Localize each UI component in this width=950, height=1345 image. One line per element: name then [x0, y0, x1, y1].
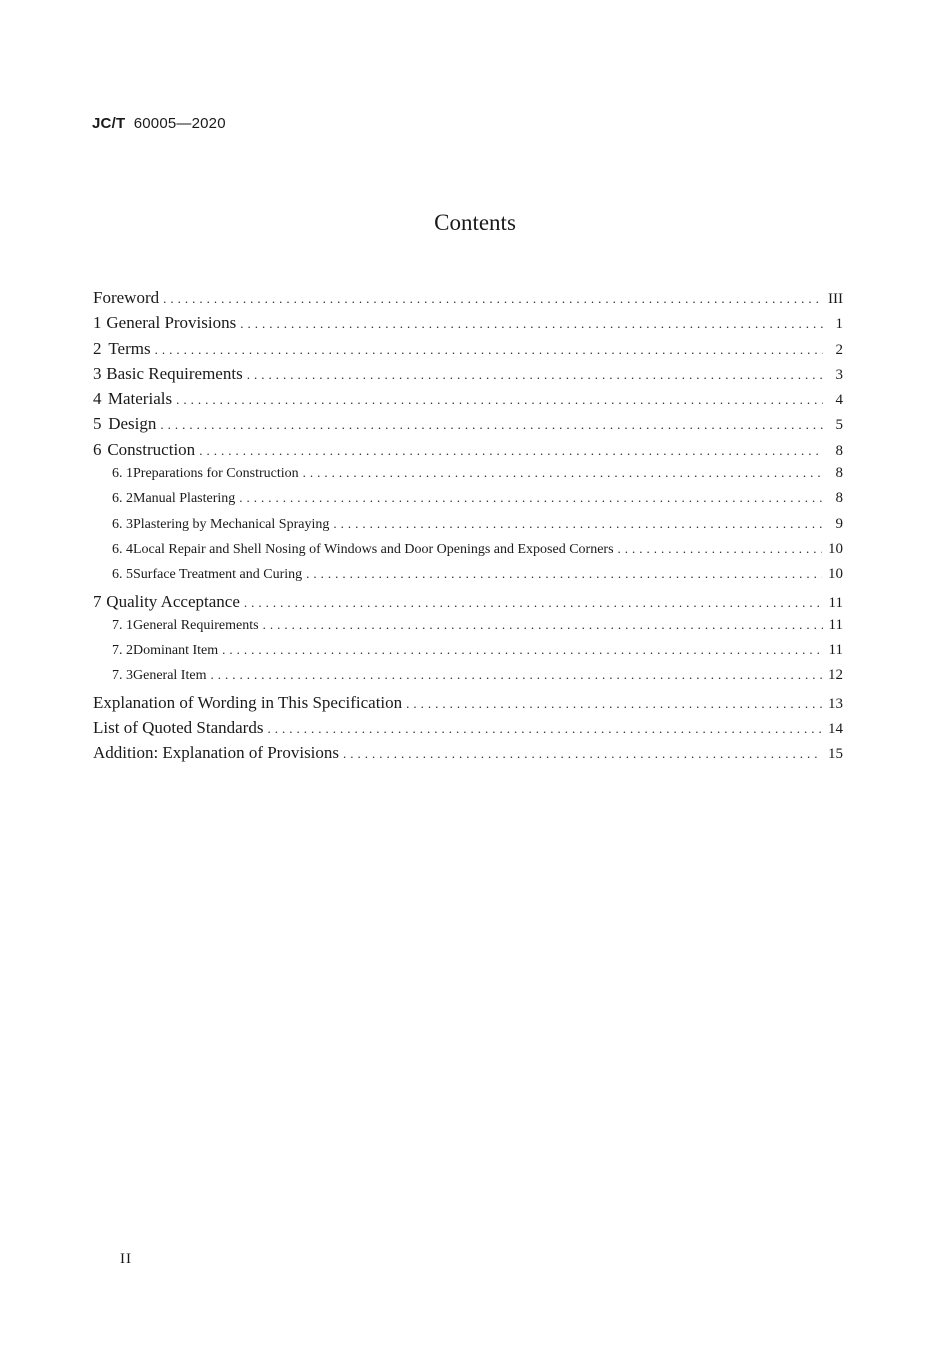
- toc-entry-page: 2: [835, 341, 843, 358]
- toc-dot-leader: [618, 541, 822, 557]
- toc-subentry[interactable]: [93, 617, 843, 642]
- toc-subentry[interactable]: [93, 667, 843, 692]
- toc-entry-title: Construction: [107, 439, 196, 459]
- toc-entry-title: Addition: Explanation of Provisions: [93, 743, 340, 763]
- toc-entry-title: Explanation of Wording in This Specification: [93, 692, 403, 712]
- toc-entry-number: 3: [93, 363, 102, 383]
- toc-dot-leader: [163, 291, 822, 307]
- toc-entry-number: 6. 1: [112, 466, 133, 482]
- toc-dot-leader: [244, 595, 823, 611]
- toc-entry-number: 6: [93, 439, 102, 459]
- toc-entry-title: General Item: [133, 668, 207, 684]
- toc-entry-title: Basic Requirements: [106, 363, 243, 383]
- toc-entry-page: 1: [835, 316, 843, 333]
- toc-entry-page: 11: [828, 594, 843, 611]
- page-number: II: [120, 1251, 132, 1267]
- toc-entry-page: 14: [828, 721, 843, 738]
- toc-dot-leader: [176, 392, 823, 408]
- toc-entry-title: General Provisions: [106, 313, 237, 333]
- toc-entry-page: 8: [835, 490, 843, 507]
- toc-entry-title: List of Quoted Standards: [93, 718, 264, 738]
- toc-entry-number: 2: [93, 338, 102, 358]
- toc-entry-title: Design: [108, 414, 157, 434]
- toc-dot-leader: [263, 617, 823, 633]
- toc-subentry[interactable]: [93, 516, 843, 541]
- toc-dot-leader: [239, 490, 823, 506]
- toc-entry-number: 6. 3: [112, 516, 133, 532]
- toc-dot-leader: [333, 516, 823, 532]
- toc-entry-number: 5: [93, 414, 102, 434]
- toc-entry-page: 3: [835, 366, 843, 383]
- document-code-prefix: JC/T: [92, 115, 126, 132]
- document-code-number: 60005—2020: [133, 115, 226, 132]
- toc-dot-leader: [343, 746, 822, 762]
- toc-entry[interactable]: [93, 339, 843, 364]
- toc-entry-number: 6. 2: [112, 491, 133, 507]
- toc-entry[interactable]: [93, 313, 843, 338]
- toc-entry-number: 1: [93, 313, 102, 333]
- toc-dot-leader: [210, 667, 822, 683]
- toc-entry-title: Manual Plastering: [133, 491, 236, 507]
- toc-entry[interactable]: [93, 440, 843, 465]
- toc-dot-leader: [222, 642, 822, 658]
- toc-subentry[interactable]: [93, 490, 843, 515]
- toc-entry-page: 13: [828, 695, 843, 712]
- toc-entry[interactable]: [93, 693, 843, 718]
- toc-entry-number: 7: [93, 591, 102, 611]
- toc-entry-title: Surface Treatment and Curing: [133, 567, 303, 583]
- toc-dot-leader: [199, 443, 823, 459]
- toc-entry-page: 9: [835, 515, 843, 532]
- toc-entry[interactable]: [93, 718, 843, 743]
- toc-entry-number: 6. 4: [112, 541, 133, 557]
- toc-entry[interactable]: [93, 364, 843, 389]
- toc-entry-page: 5: [835, 417, 843, 434]
- toc-dot-leader: [240, 316, 823, 332]
- toc-subentry[interactable]: [93, 465, 843, 490]
- toc-entry-title: Materials: [107, 389, 173, 409]
- toc-dot-leader: [267, 721, 822, 737]
- toc-entry[interactable]: [93, 592, 843, 617]
- document-code: [92, 115, 226, 132]
- toc-entry-page: 4: [835, 392, 843, 409]
- toc-entry-title: Foreword: [93, 288, 160, 307]
- page-title: Contents: [434, 210, 516, 235]
- toc-entry-number: 7. 3: [112, 668, 133, 684]
- table-of-contents: [93, 288, 843, 769]
- toc-entry-title: Dominant Item: [133, 643, 219, 659]
- toc-entry-page: III: [828, 291, 843, 307]
- toc-entry-page: 8: [835, 465, 843, 482]
- toc-entry[interactable]: [93, 743, 843, 768]
- toc-entry-page: 11: [828, 642, 843, 659]
- toc-entry-number: 4: [93, 389, 102, 409]
- toc-entry-number: 6. 5: [112, 567, 133, 583]
- toc-dot-leader: [247, 367, 823, 383]
- toc-entry-title: General Requirements: [133, 617, 259, 633]
- toc-entry-title: Terms: [108, 338, 151, 358]
- toc-entry-number: 7. 1: [112, 617, 133, 633]
- toc-subentry[interactable]: [93, 541, 843, 566]
- toc-entry-number: 7. 2: [112, 643, 133, 659]
- toc-entry-page: 10: [828, 540, 843, 557]
- toc-dot-leader: [306, 566, 822, 582]
- toc-entry-title: Preparations for Construction: [133, 466, 299, 482]
- toc-entry-page: 15: [828, 746, 843, 763]
- toc-subentry[interactable]: [93, 566, 843, 591]
- toc-entry[interactable]: [93, 414, 843, 439]
- toc-entry[interactable]: [93, 288, 843, 313]
- toc-entry-title: Local Repair and Shell Nosing of Windows and Door Openings and Exposed Corners: [133, 541, 614, 557]
- toc-entry-title: Plastering by Mechanical Spraying: [133, 516, 330, 532]
- toc-entry[interactable]: [93, 389, 843, 414]
- toc-entry-page: 12: [828, 667, 843, 684]
- toc-entry-page: 8: [835, 442, 843, 459]
- toc-entry-page: 11: [828, 616, 843, 633]
- toc-dot-leader: [160, 417, 823, 433]
- toc-dot-leader: [406, 696, 822, 712]
- toc-subentry[interactable]: [93, 642, 843, 667]
- toc-entry-page: 10: [828, 566, 843, 583]
- toc-dot-leader: [155, 342, 823, 358]
- toc-dot-leader: [303, 465, 823, 481]
- toc-entry-title: Quality Acceptance: [106, 591, 240, 611]
